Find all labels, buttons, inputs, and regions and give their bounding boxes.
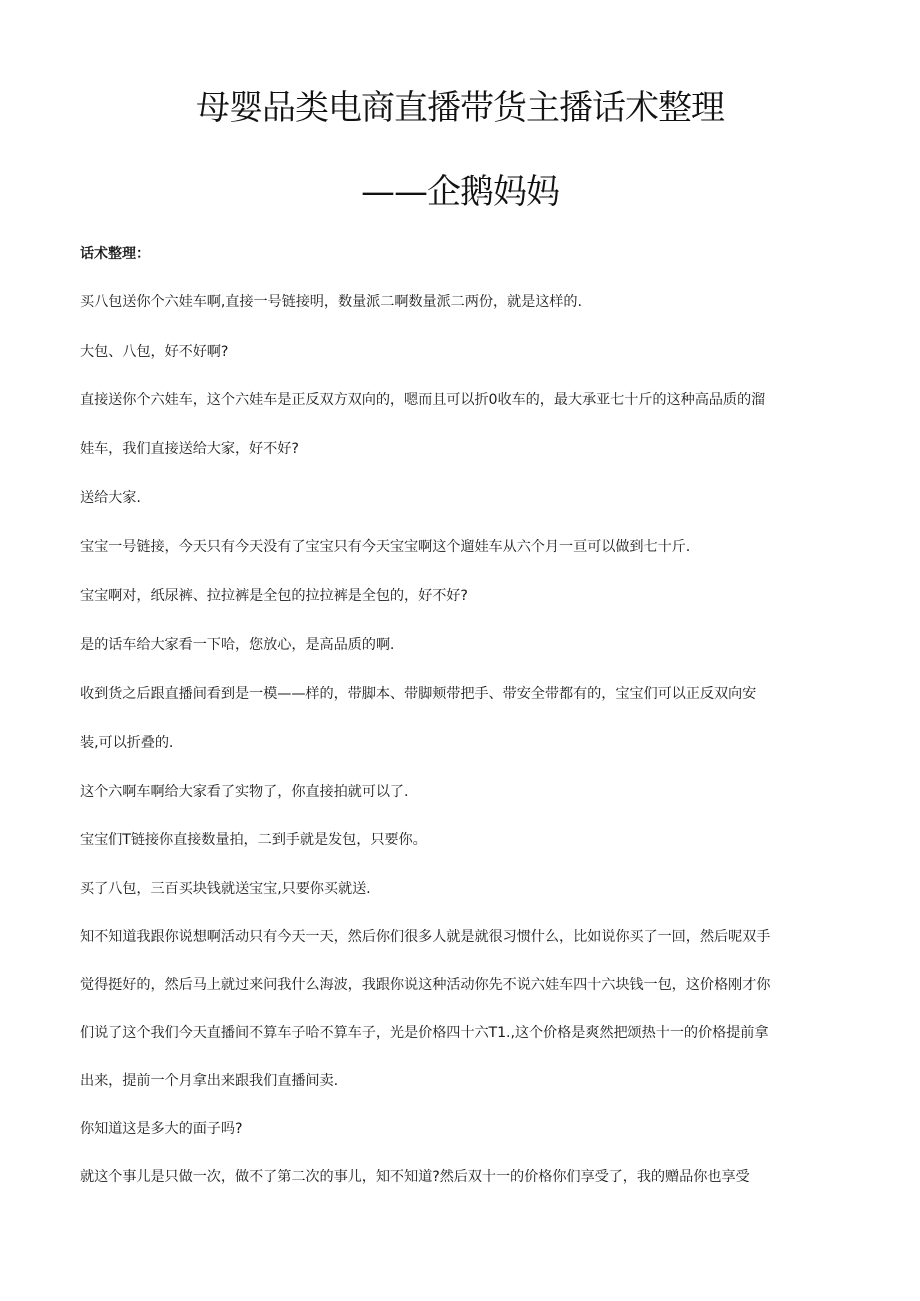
paragraph-line: 宝宝一号链接，今天只有今天没有了宝宝只有今天宝宝啊这个遛娃车从六个月一亘可以做到七十斤. (80, 539, 691, 555)
paragraph-line: 装,可以折叠的. (80, 735, 174, 751)
document-subtitle: ——企鹅妈妈 (361, 172, 559, 212)
paragraph-line: 就这个事儿是只做一次，做不了第二次的事儿，知不知道?然后双十一的价格你们享受了，我的赠品你也享受 (80, 1169, 750, 1185)
section-label: 话术整理： (80, 246, 150, 262)
paragraph-line: 买了八包，三百买块钱就送宝宝,只要你买就送. (80, 881, 371, 897)
paragraph-line: 大包、八包，好不好啊? (80, 344, 229, 360)
paragraph-line: 直接送你个六娃车，这个六娃车是正反双方双向的，嗯而且可以折0收车的，最大承亚七十斤的这种高品质的溜 (80, 392, 766, 408)
paragraph-line: 是的话车给大家看一下哈，您放心，是高品质的啊. (80, 637, 395, 653)
document-title: 母婴品类电商直播带货主播话术整理 (196, 88, 724, 128)
paragraph-line: 买八包送你个六娃车啊,直接一号链接明，数量派二啊数量派二两份，就是这样的. (80, 294, 582, 310)
paragraph-line: 你知道这是多大的面子吗? (80, 1121, 243, 1137)
paragraph-line: 娃车，我们直接送给大家，好不好? (80, 441, 299, 457)
paragraph-line: 觉得挺好的，然后马上就过来问我什么海波，我跟你说这种活动你先不说六娃车四十六块钱一包，这价格刚才你 (80, 977, 771, 993)
paragraph-line: 送给大家. (80, 490, 141, 506)
paragraph-line: 宝宝啊对，纸尿裤、拉拉裤是全包的拉拉裤是全包的，好不好? (80, 588, 468, 604)
paragraph-line: 知不知道我跟你说想啊活动只有今天一天，然后你们很多人就是就很习惯什么，比如说你买了一回，然后呢双手 (80, 929, 771, 945)
paragraph-line: 宝宝们T链接你直接数量拍，二到手就是发包，只要你。 (80, 832, 427, 848)
paragraph-line: 这个六啊车啊给大家看了实物了，你直接拍就可以了. (80, 784, 409, 800)
paragraph-line: 们说了这个我们今天直播间不算车子哈不算车子，光是价格四十六T1.,这个价格是爽然把颂热十一的价格提前拿 (80, 1025, 769, 1041)
paragraph-line: 出来，提前一个月拿出来跟我们直播间卖. (80, 1073, 338, 1089)
paragraph-line: 收到货之后跟直播间看到是一模——样的，带脚本、带脚颊带把手、带安全带都有的，宝宝们可以正反双向安 (80, 686, 757, 702)
